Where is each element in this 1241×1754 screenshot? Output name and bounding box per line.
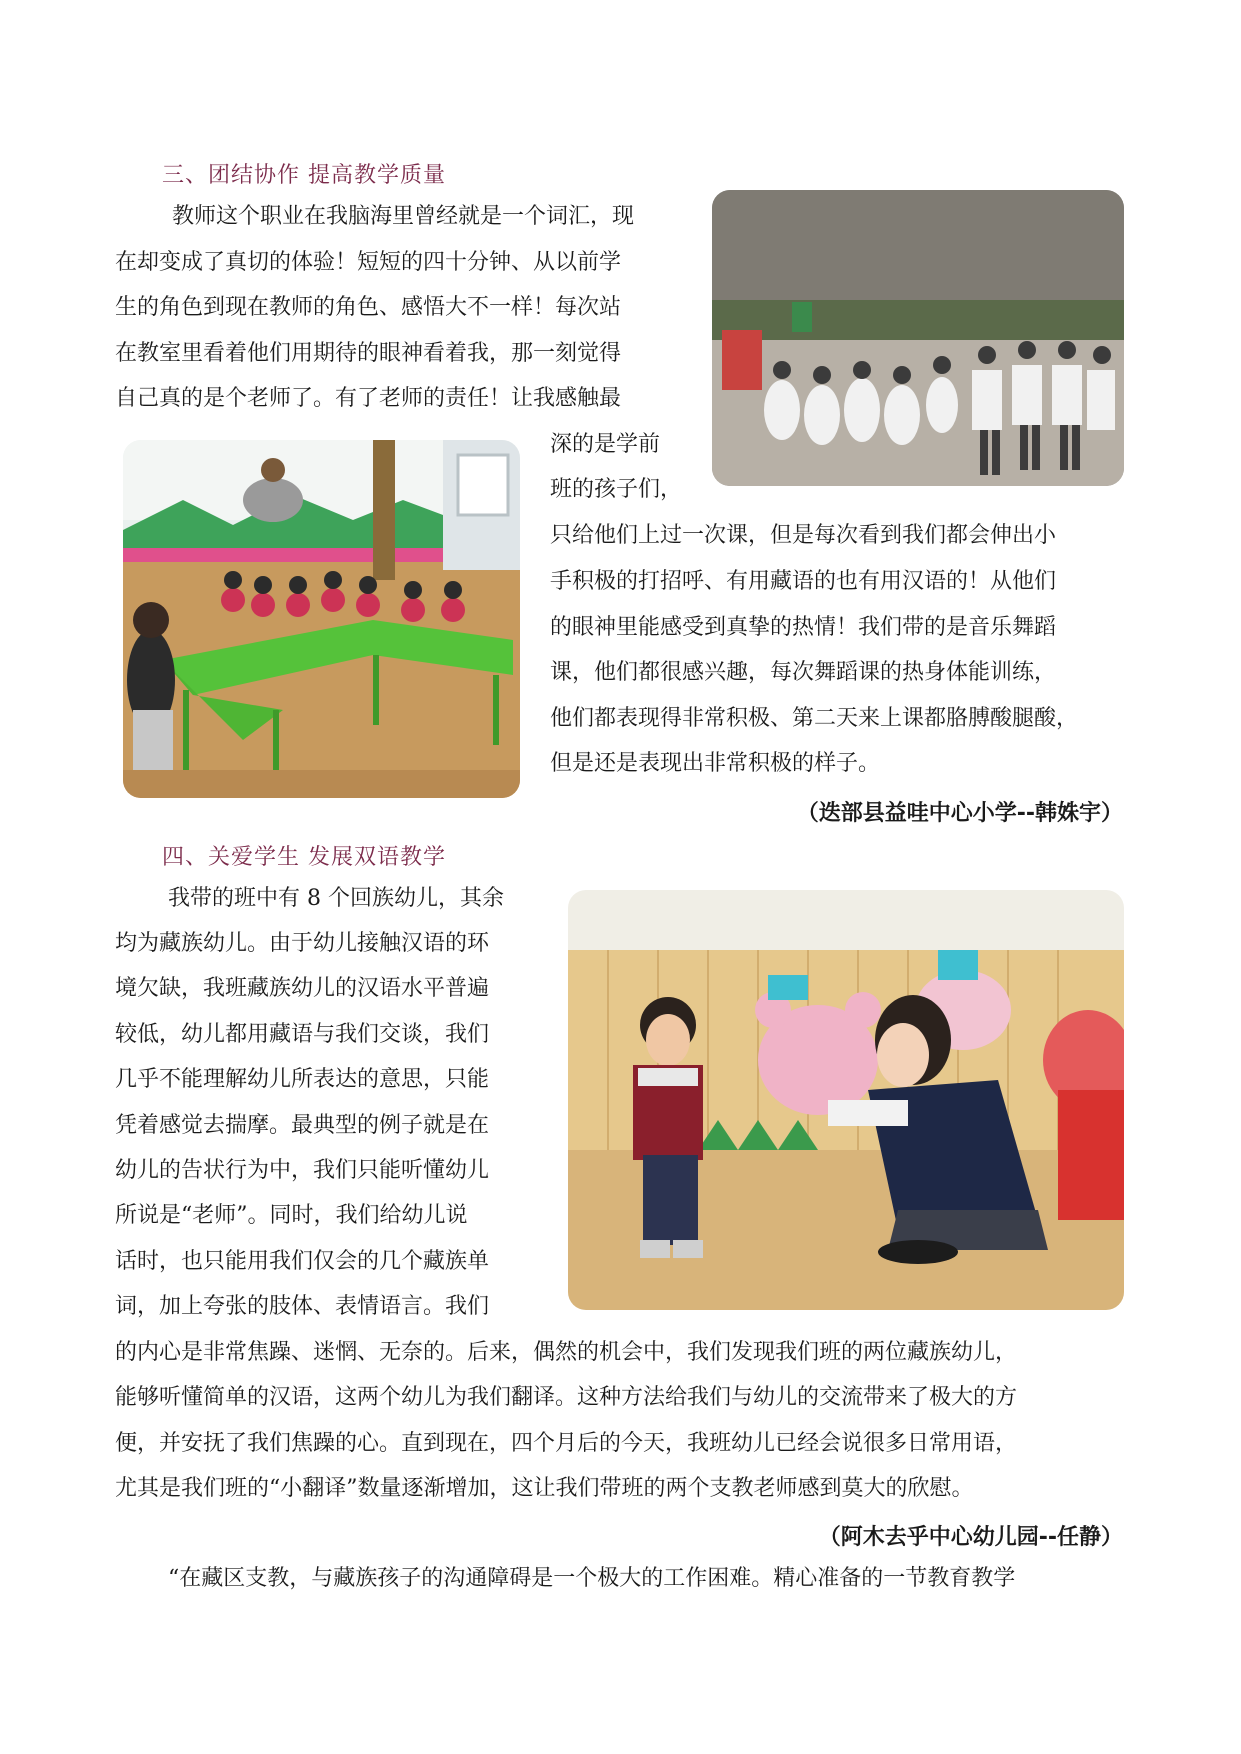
section-3-signature: （迭部县益哇中心小学--韩姝宇） [796, 801, 1123, 826]
paragraph-line: 教师这个职业在我脑海里曾经就是一个词汇，现 [172, 204, 635, 229]
paragraph-line: 话时，也只能用我们仅会的几个藏族单 [115, 1249, 490, 1274]
paragraph-line: 几乎不能理解幼儿所表达的意思，只能 [115, 1067, 490, 1092]
paragraph-line: 班的孩子们， [550, 477, 683, 502]
paragraph-line: 手积极的打招呼、有用藏语的也有用汉语的！从他们 [550, 569, 1057, 594]
paragraph-line: 凭着感觉去揣摩。最典型的例子就是在 [115, 1113, 490, 1138]
paragraph-line: 课，他们都很感兴趣，每次舞蹈课的热身体能训练， [550, 660, 1057, 685]
section-4-heading: 四、关爱学生 发展双语教学 [162, 845, 446, 870]
paragraph-line: 他们都表现得非常积极、第二天来上课都胳膊酸腿酸， [550, 706, 1079, 731]
paragraph-line: 能够听懂简单的汉语，这两个幼儿为我们翻译。这种方法给我们与幼儿的交流带来了极大的方 [115, 1385, 1018, 1410]
closing-line: “在藏区支教，与藏族孩子的沟通障碍是一个极大的工作困难。精心准备的一节教育教学 [168, 1566, 1016, 1591]
paragraph-line: 我带的班中有 8 个回族幼儿，其余 [168, 886, 504, 911]
outdoor-performance-photo [712, 190, 1124, 486]
paragraph-line: 在却变成了真切的体验！短短的四十分钟、从以前学 [115, 250, 622, 275]
paragraph-line: 较低，幼儿都用藏语与我们交谈，我们 [115, 1022, 490, 1047]
paragraph-line: 在教室里看着他们用期待的眼神看着我，那一刻觉得 [115, 341, 622, 366]
section-3-heading: 三、团结协作 提高教学质量 [162, 163, 446, 188]
paragraph-line: 的内心是非常焦躁、迷惘、无奈的。后来，偶然的机会中，我们发现我们班的两位藏族幼儿， [115, 1340, 1018, 1365]
paragraph-line: 所说是“老师”。同时，我们给幼儿说 [115, 1203, 468, 1228]
section-4-signature: （阿木去乎中心幼儿园--任静） [818, 1525, 1123, 1550]
classroom-children-photo [123, 440, 520, 798]
paragraph-line: 便，并安抚了我们焦躁的心。直到现在，四个月后的今天，我班幼儿已经会说很多日常用语， [115, 1431, 1018, 1456]
paragraph-line: 自己真的是个老师了。有了老师的责任！让我感触最 [115, 386, 622, 411]
paragraph-line: 均为藏族幼儿。由于幼儿接触汉语的环 [115, 931, 490, 956]
paragraph-line: 生的角色到现在教师的角色、感悟大不一样！每次站 [115, 295, 622, 320]
teacher-child-photo [568, 890, 1124, 1310]
paragraph-line: 尤其是我们班的“小翻译”数量逐渐增加，这让我们带班的两个支教老师感到莫大的欣慰。 [115, 1476, 974, 1501]
paragraph-line: 词，加上夸张的肢体、表情语言。我们 [115, 1294, 490, 1319]
paragraph-line: 但是还是表现出非常积极的样子。 [550, 751, 881, 776]
paragraph-line: 境欠缺，我班藏族幼儿的汉语水平普遍 [115, 976, 490, 1001]
paragraph-line: 幼儿的告状行为中，我们只能听懂幼儿 [115, 1158, 490, 1183]
paragraph-line: 只给他们上过一次课，但是每次看到我们都会伸出小 [550, 523, 1057, 548]
paragraph-line: 深的是学前 [550, 432, 661, 457]
paragraph-line: 的眼神里能感受到真挚的热情！我们带的是音乐舞蹈 [550, 615, 1057, 640]
